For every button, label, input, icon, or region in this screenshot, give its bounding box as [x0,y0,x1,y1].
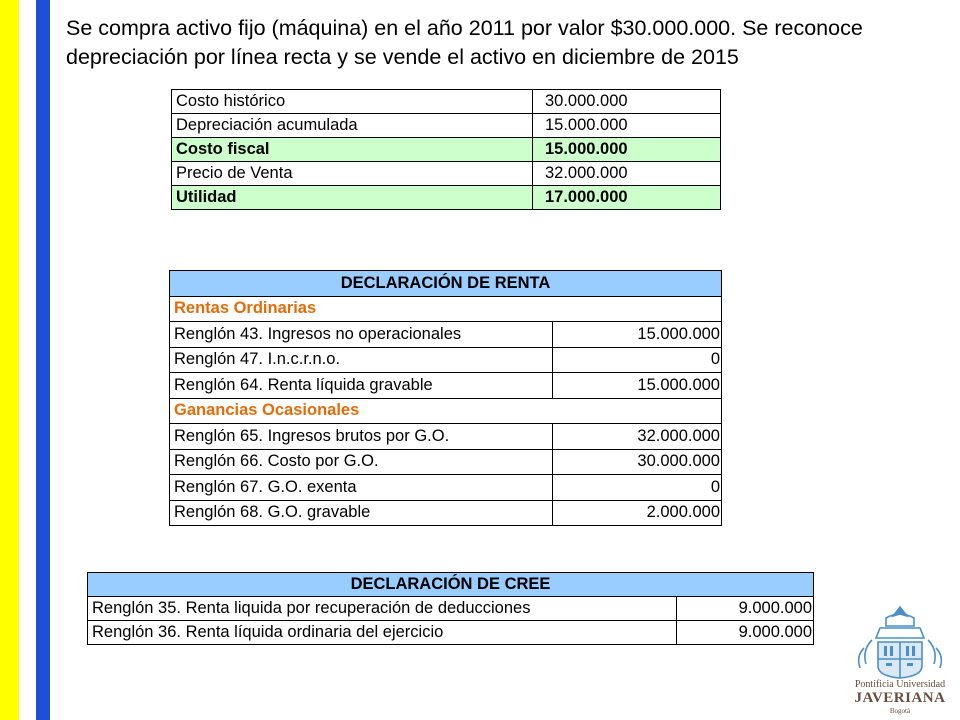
row-label: Costo fiscal [172,138,533,162]
row-value: 32.000.000 [533,162,721,186]
row-value: 32.000.000 [553,424,722,450]
row-label: Renglón 35. Renta liquida por recuperación de deducciones [88,597,677,621]
row-value: 17.000.000 [533,186,721,210]
row-label: Renglón 68. G.O. gravable [170,500,553,526]
table-row [172,114,721,138]
table-row [170,373,722,399]
row-value: 9.000.000 [677,597,814,621]
row-label: Renglón 64. Renta líquida gravable [170,373,553,399]
table-row [172,162,721,186]
row-label: Renglón 47. I.n.c.r.n.o. [170,347,553,373]
cree-table [87,572,814,645]
logo-line-1: Pontificia Universidad [854,679,946,690]
row-value: 15.000.000 [533,138,721,162]
table-header-row [88,573,814,597]
row-value: 15.000.000 [533,114,721,138]
row-label: Renglón 66. Costo por G.O. [170,449,553,475]
table-row [170,424,722,450]
table-row [170,500,722,526]
table-row [170,449,722,475]
table-header-row [170,271,722,297]
row-value: 30.000.000 [533,90,721,114]
row-label: Renglón 36. Renta líquida ordinaria del ejercicio [88,621,677,645]
row-label: Costo histórico [172,90,533,114]
table-row-highlight [172,186,721,210]
table-row [170,475,722,501]
row-value: 15.000.000 [553,322,722,348]
table-row [88,621,814,645]
row-value: 9.000.000 [677,621,814,645]
row-label: Renglón 67. G.O. exenta [170,475,553,501]
section-row [170,398,722,424]
row-value: 30.000.000 [553,449,722,475]
table-row [88,597,814,621]
left-yellow-stripe [0,0,19,720]
row-label: Renglón 65. Ingresos brutos por G.O. [170,424,553,450]
summary-table [171,89,721,210]
logo-line-2: JAVERIANA [854,690,946,706]
renta-title: DECLARACIÓN DE RENTA [170,271,722,297]
table-row-highlight [172,138,721,162]
row-label: Renglón 43. Ingresos no operacionales [170,322,553,348]
table-row [172,90,721,114]
row-label: Utilidad [172,186,533,210]
intro-text: Se compra activo fijo (máquina) en el año 2011 por valor $30.000.000. Se reconoce depreciación por línea recta y se vende el activo en diciembre de 2015 [66,16,863,69]
row-value: 15.000.000 [553,373,722,399]
row-value: 0 [553,347,722,373]
row-value: 2.000.000 [553,500,722,526]
cree-title: DECLARACIÓN DE CREE [88,573,814,597]
renta-table [169,270,722,526]
table-row [170,347,722,373]
row-label: Precio de Venta [172,162,533,186]
logo-line-3: Bogotá [889,707,911,715]
section-ocasionales: Ganancias Ocasionales [170,398,722,424]
left-blue-stripe [36,0,50,720]
table-row [170,322,722,348]
row-value: 0 [553,475,722,501]
section-ordinarias: Rentas Ordinarias [170,296,722,322]
row-label: Depreciación acumulada [172,114,533,138]
section-row [170,296,722,322]
